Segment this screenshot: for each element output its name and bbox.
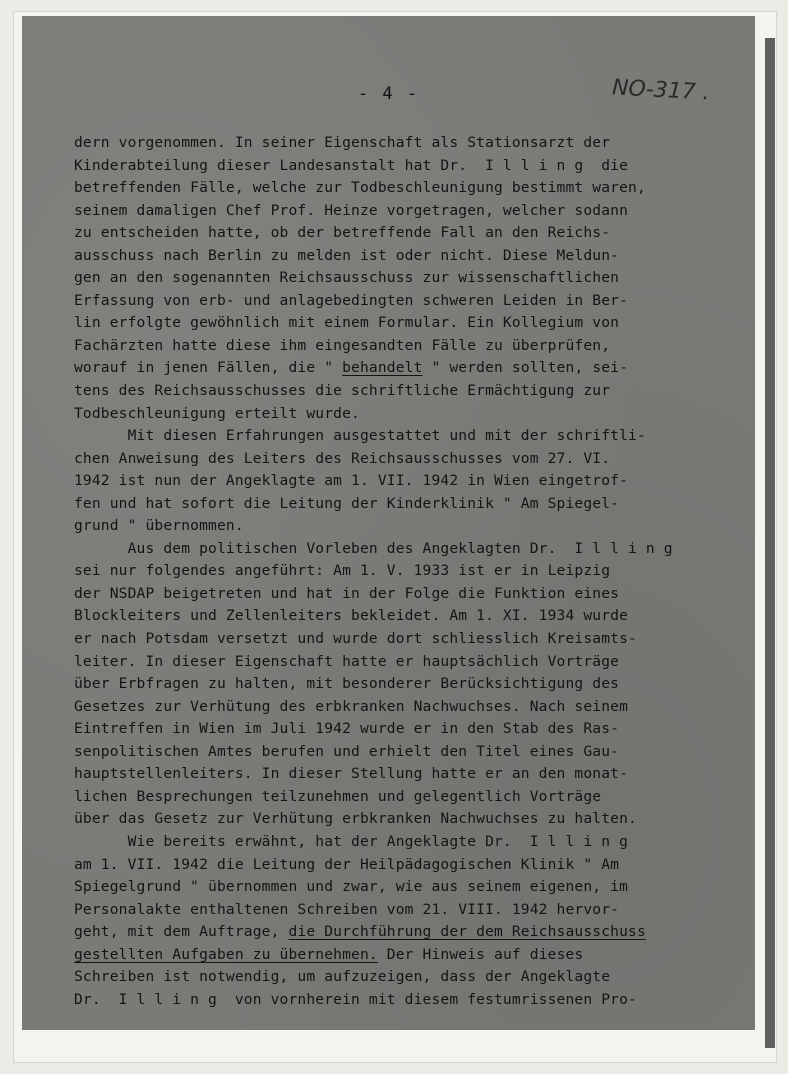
document-body xyxy=(74,132,714,1011)
text-line: Gesetzes zur Verhütung des erbkranken Nachwuchses. Nach seinem xyxy=(74,697,629,715)
text-segment: worauf in jenen Fällen, die " xyxy=(74,359,343,377)
underlined-text: gestellten Aufgaben zu übernehmen. xyxy=(74,945,378,963)
text-line: lichen Besprechungen teilzunehmen und gelegentlich Vorträge xyxy=(74,787,602,805)
text-line: Eintreffen in Wien im Juli 1942 wurde er in den Stab des Ras- xyxy=(74,720,620,738)
text-segment: " werden sollten, sei- xyxy=(422,359,629,377)
scan-edge-strip xyxy=(765,38,775,1048)
text-line: Todbeschleunigung erteilt wurde. xyxy=(74,404,360,422)
text-line: Mit diesen Erfahrungen ausgestattet und mit der schriftli- xyxy=(74,427,646,445)
text-line xyxy=(74,357,714,380)
text-line: tens des Reichsausschusses die schriftliche Ermächtigung zur xyxy=(74,382,611,400)
text-line: Blockleiters und Zellenleiters bekleidet. Am 1. XI. 1934 wurde xyxy=(74,607,629,625)
text-line: über das Gesetz zur Verhütung erbkranken Nachwuchses zu halten. xyxy=(74,810,637,828)
text-segment: Der Hinweis auf dieses xyxy=(377,945,584,963)
text-line: der NSDAP beigetreten und hat in der Folge die Funktion eines xyxy=(74,584,620,602)
text-line xyxy=(74,944,714,967)
text-line: chen Anweisung des Leiters des Reichsausschusses vom 27. VI. xyxy=(74,449,611,467)
text-line: lin erfolgte gewöhnlich mit einem Formular. Ein Kollegium von xyxy=(74,314,620,332)
text-line: Spiegelgrund " übernommen und zwar, wie aus seinem eigenen, im xyxy=(74,878,629,896)
underlined-text: die Durchführung der dem Reichsausschuss xyxy=(288,923,646,941)
text-line: gen an den sogenannten Reichsausschuss zur wissenschaftlichen xyxy=(74,269,620,287)
text-line: über Erbfragen zu halten, mit besonderer Berücksichtigung des xyxy=(74,675,620,693)
text-line: betreffenden Fälle, welche zur Todbeschleunigung bestimmt waren, xyxy=(74,179,646,197)
text-line: 1942 ist nun der Angeklagte am 1. VII. 1942 in Wien eingetrof- xyxy=(74,472,629,490)
text-line: ausschuss nach Berlin zu melden ist oder nicht. Diese Meldun- xyxy=(74,246,620,264)
text-line: er nach Potsdam versetzt und wurde dort schliesslich Kreisamts- xyxy=(74,630,637,648)
text-line: zu entscheiden hatte, ob der betreffende Fall an den Reichs- xyxy=(74,224,611,242)
text-line: Schreiben ist notwendig, um aufzuzeigen, dass der Angeklagte xyxy=(74,968,611,986)
text-line: seinem damaligen Chef Prof. Heinze vorgetragen, welcher sodann xyxy=(74,201,629,219)
document-sheet xyxy=(22,16,755,1030)
text-line: Wie bereits erwähnt, hat der Angeklagte Dr. I l l i n g xyxy=(74,832,629,850)
text-line: Fachärzten hatte diese ihm eingesandten Fälle zu überprüfen, xyxy=(74,336,611,354)
text-line: Dr. I l l i n g von vornherein mit diesem festumrissenen Pro- xyxy=(74,990,637,1008)
page-number: - 4 - xyxy=(357,84,420,104)
text-line xyxy=(74,921,714,944)
text-line: am 1. VII. 1942 die Leitung der Heilpädagogischen Klinik " Am xyxy=(74,855,620,873)
text-line: leiter. In dieser Eigenschaft hatte er hauptsächlich Vorträge xyxy=(74,652,620,670)
text-segment: geht, mit dem Auftrage, xyxy=(74,923,289,941)
archive-mark-handwritten: NO-317 . xyxy=(611,75,711,106)
text-line: sei nur folgendes angeführt: Am 1. V. 1933 ist er in Leipzig xyxy=(74,562,611,580)
text-line: hauptstellenleiters. In dieser Stellung hatte er an den monat- xyxy=(74,765,629,783)
text-line: Personalakte enthaltenen Schreiben vom 21. VIII. 1942 hervor- xyxy=(74,900,620,918)
text-line: dern vorgenommen. In seiner Eigenschaft als Stationsarzt der xyxy=(74,134,611,151)
text-line: Erfassung von erb- und anlagebedingten schweren Leiden in Ber- xyxy=(74,291,629,309)
text-line: fen und hat sofort die Leitung der Kinderklinik " Am Spiegel- xyxy=(74,494,620,512)
underlined-text: behandelt xyxy=(342,359,423,377)
text-line: Aus dem politischen Vorleben des Angeklagten Dr. I l l i n g xyxy=(74,539,673,557)
text-line: grund " übernommen. xyxy=(74,517,244,535)
text-line: Kinderabteilung dieser Landesanstalt hat Dr. I l l i n g die xyxy=(74,156,629,174)
text-line: senpolitischen Amtes berufen und erhielt den Titel eines Gau- xyxy=(74,742,620,760)
